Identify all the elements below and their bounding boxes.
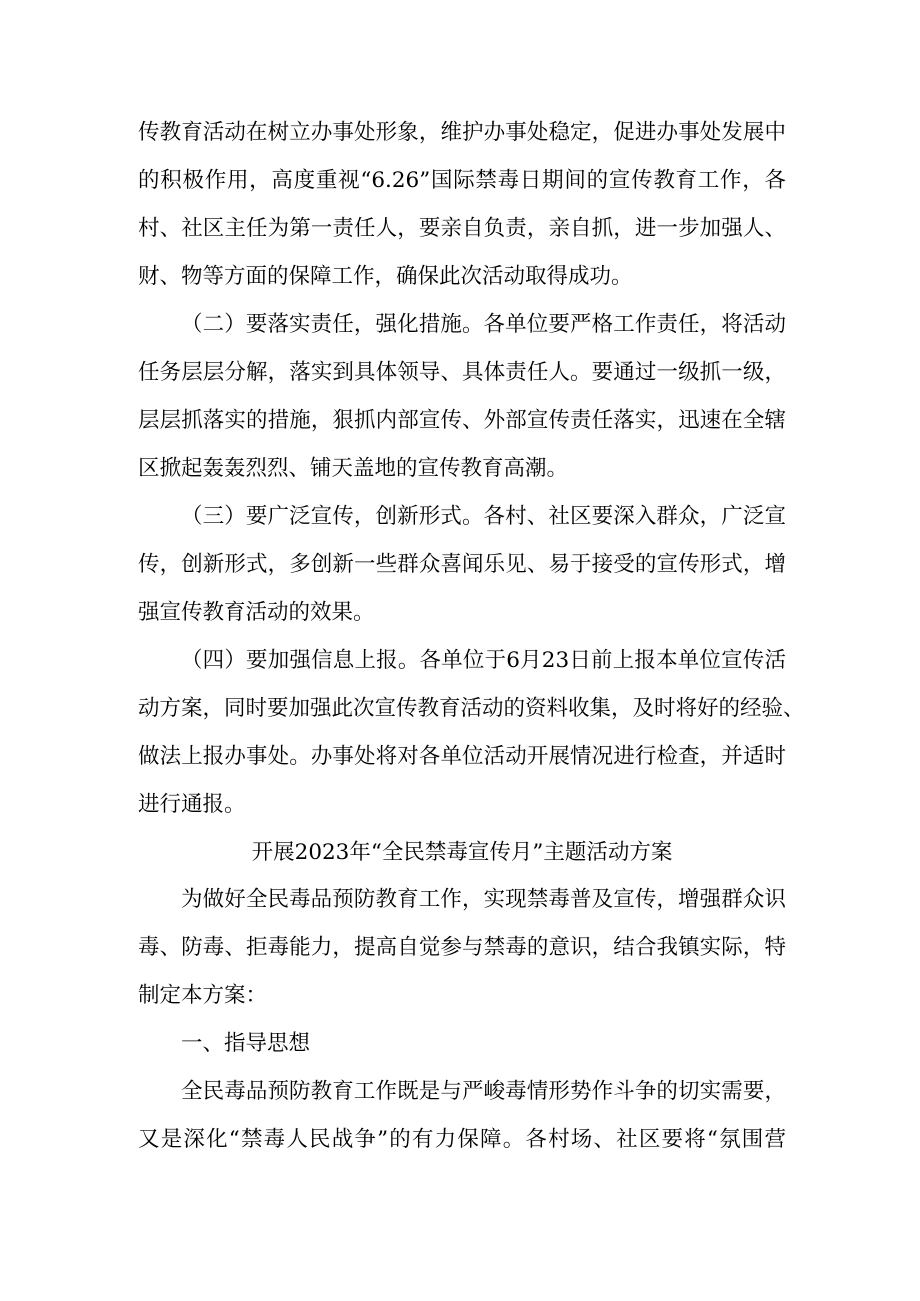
body-text-line: 制定本方案： xyxy=(138,983,268,1008)
paragraph-first-line: （二）要落实责任，强化措施。各单位要严格工作责任，将活动 xyxy=(181,312,786,337)
body-text-line: 传，创新形式，多创新一些群众喜闻乐见、易于接受的宣传形式，增 xyxy=(138,552,786,577)
paragraph-first-line: （三）要广泛宣传，创新形式。各村、社区要深入群众，广泛宣 xyxy=(181,504,786,529)
document-page xyxy=(138,109,805,1164)
body-text-line: 做法上报办事处。办事处将对各单位活动开展情况进行检查，并适时 xyxy=(138,744,786,769)
body-text-line: 又是深化“禁毒人民战争”的有力保障。各村场、社区要将“氛围营 xyxy=(138,1127,786,1152)
body-text-line: 动方案，同时要加强此次宣传教育活动的资料收集，及时将好的经验、 xyxy=(138,696,805,721)
body-text-line: 村、社区主任为第一责任人，要亲自负责，亲自抓，进一步加强人、 xyxy=(138,216,786,241)
body-text-line: 传教育活动在树立办事处形象，维护办事处稳定，促进办事处发展中 xyxy=(138,120,786,145)
body-text-line: 层层抓落实的措施，狠抓内部宣传、外部宣传责任落实，迅速在全辖 xyxy=(138,408,786,433)
body-text-line: 的积极作用，高度重视“6.26”国际禁毒日期间的宣传教育工作，各 xyxy=(138,168,786,193)
section-title: 开展2023年“全民禁毒宣传月”主题活动方案 xyxy=(251,840,673,865)
paragraph-first-line: （四）要加强信息上报。各单位于6月23日前上报本单位宣传活 xyxy=(181,648,786,673)
paragraph-first-line: 为做好全民毒品预防教育工作，实现禁毒普及宣传，增强群众识 xyxy=(181,887,786,912)
body-text-line: 强宣传教育活动的效果。 xyxy=(138,600,375,625)
section-heading: 一、指导思想 xyxy=(181,1031,311,1056)
body-text-line: 毒、防毒、拒毒能力，提高自觉参与禁毒的意识，结合我镇实际，特 xyxy=(138,935,786,960)
body-text-line: 任务层层分解，落实到具体领导、具体责任人。要通过一级抓一级， xyxy=(138,360,786,385)
body-text-line: 区掀起轰轰烈烈、铺天盖地的宣传教育高潮。 xyxy=(138,456,569,481)
body-text-line: 进行通报。 xyxy=(138,792,246,817)
paragraph-first-line: 全民毒品预防教育工作既是与严峻毒情形势作斗争的切实需要， xyxy=(181,1079,786,1104)
body-text-line: 财、物等方面的保障工作，确保此次活动取得成功。 xyxy=(138,264,633,289)
